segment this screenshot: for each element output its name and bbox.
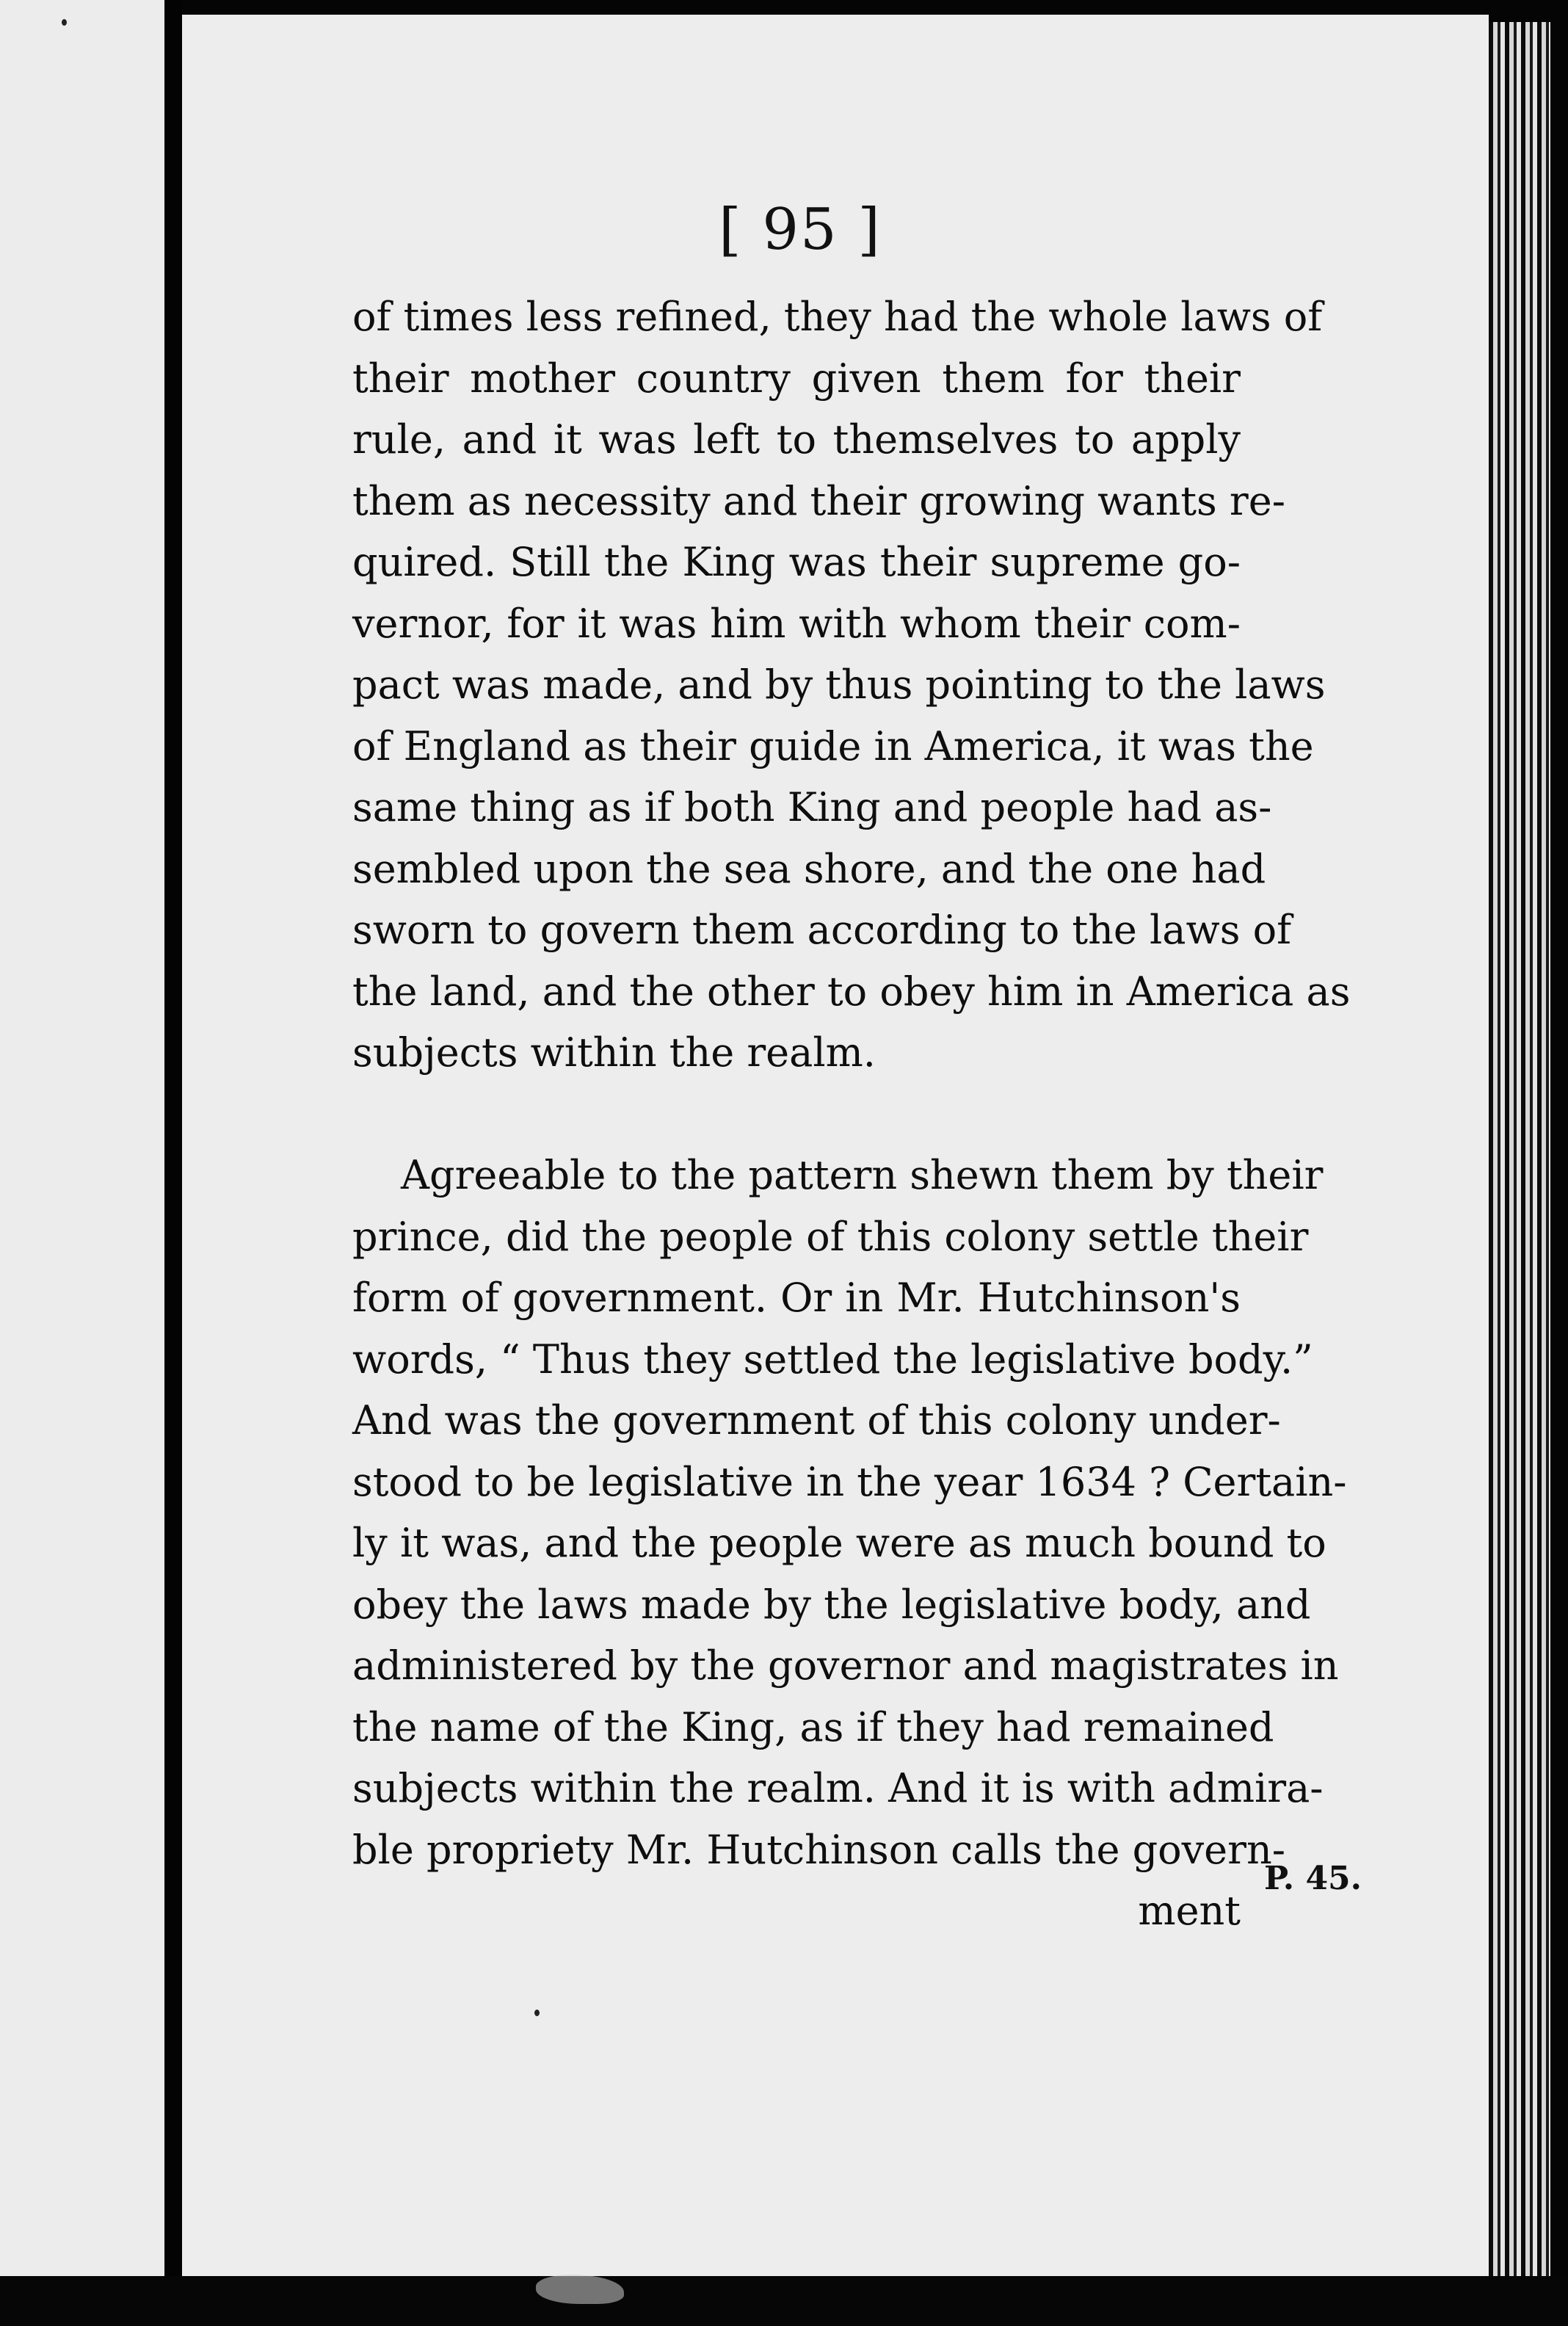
page-edges <box>1489 22 1550 2283</box>
text-line: same thing as if both King and people had as- <box>352 784 1272 830</box>
text-line: sworn to govern them according to the laws of <box>352 907 1292 953</box>
text-line: of times less refined, they had the whole laws of <box>352 294 1323 340</box>
text-line: of England as their guide in America, it was the <box>352 722 1314 769</box>
text-line: administered by the governor and magistrates in <box>352 1642 1339 1689</box>
ink-speck <box>62 19 67 26</box>
text-line: quired. Still the King was their supreme go- <box>352 539 1241 585</box>
text-line: sembled upon the sea shore, and the one had <box>352 845 1266 892</box>
text-line: Agreeable to the pattern shewn them by their <box>401 1152 1324 1198</box>
text-line: form of government. Or in Mr. Hutchinson's <box>352 1275 1241 1321</box>
margin-note: P. 45. <box>1264 1860 1362 1897</box>
text-line: the name of the King, as if they had remained <box>352 1703 1274 1750</box>
page-number: [ 95 ] <box>719 197 882 263</box>
text-line: their mother country given them for their <box>352 355 1241 402</box>
text-line: ble propriety Mr. Hutchinson calls the govern- <box>352 1826 1285 1873</box>
text-line: vernor, for it was him with whom their com- <box>352 600 1241 647</box>
text-line: words, “ Thus they settled the legislative body.” <box>352 1336 1313 1383</box>
scan-border-bottom <box>0 2276 1568 2326</box>
ink-speck <box>534 2010 540 2016</box>
text-line: stood to be legislative in the year 1634 ? Certain- <box>352 1458 1347 1505</box>
book-gutter <box>164 0 182 2326</box>
text-line: ly it was, and the people were as much bound to <box>352 1520 1326 1566</box>
text-line: subjects within the realm. <box>352 1029 876 1076</box>
text-line: the land, and the other to obey him in America as <box>352 968 1351 1015</box>
facing-page <box>0 0 164 2276</box>
text-line: subjects within the realm. And it is with admira- <box>352 1765 1324 1811</box>
text-line: prince, did the people of this colony settle their <box>352 1213 1309 1260</box>
paragraph-gap <box>352 1084 1241 1145</box>
catchword: ment <box>1138 1888 1241 1934</box>
text-line: them as necessity and their growing wants re- <box>352 477 1285 524</box>
text-line: rule, and it was left to themselves to apply <box>352 416 1241 463</box>
text-line: pact was made, and by thus pointing to the laws <box>352 662 1326 708</box>
text-line: obey the laws made by the legislative body, and <box>352 1581 1311 1628</box>
text-line: And was the government of this colony under- <box>352 1397 1281 1443</box>
